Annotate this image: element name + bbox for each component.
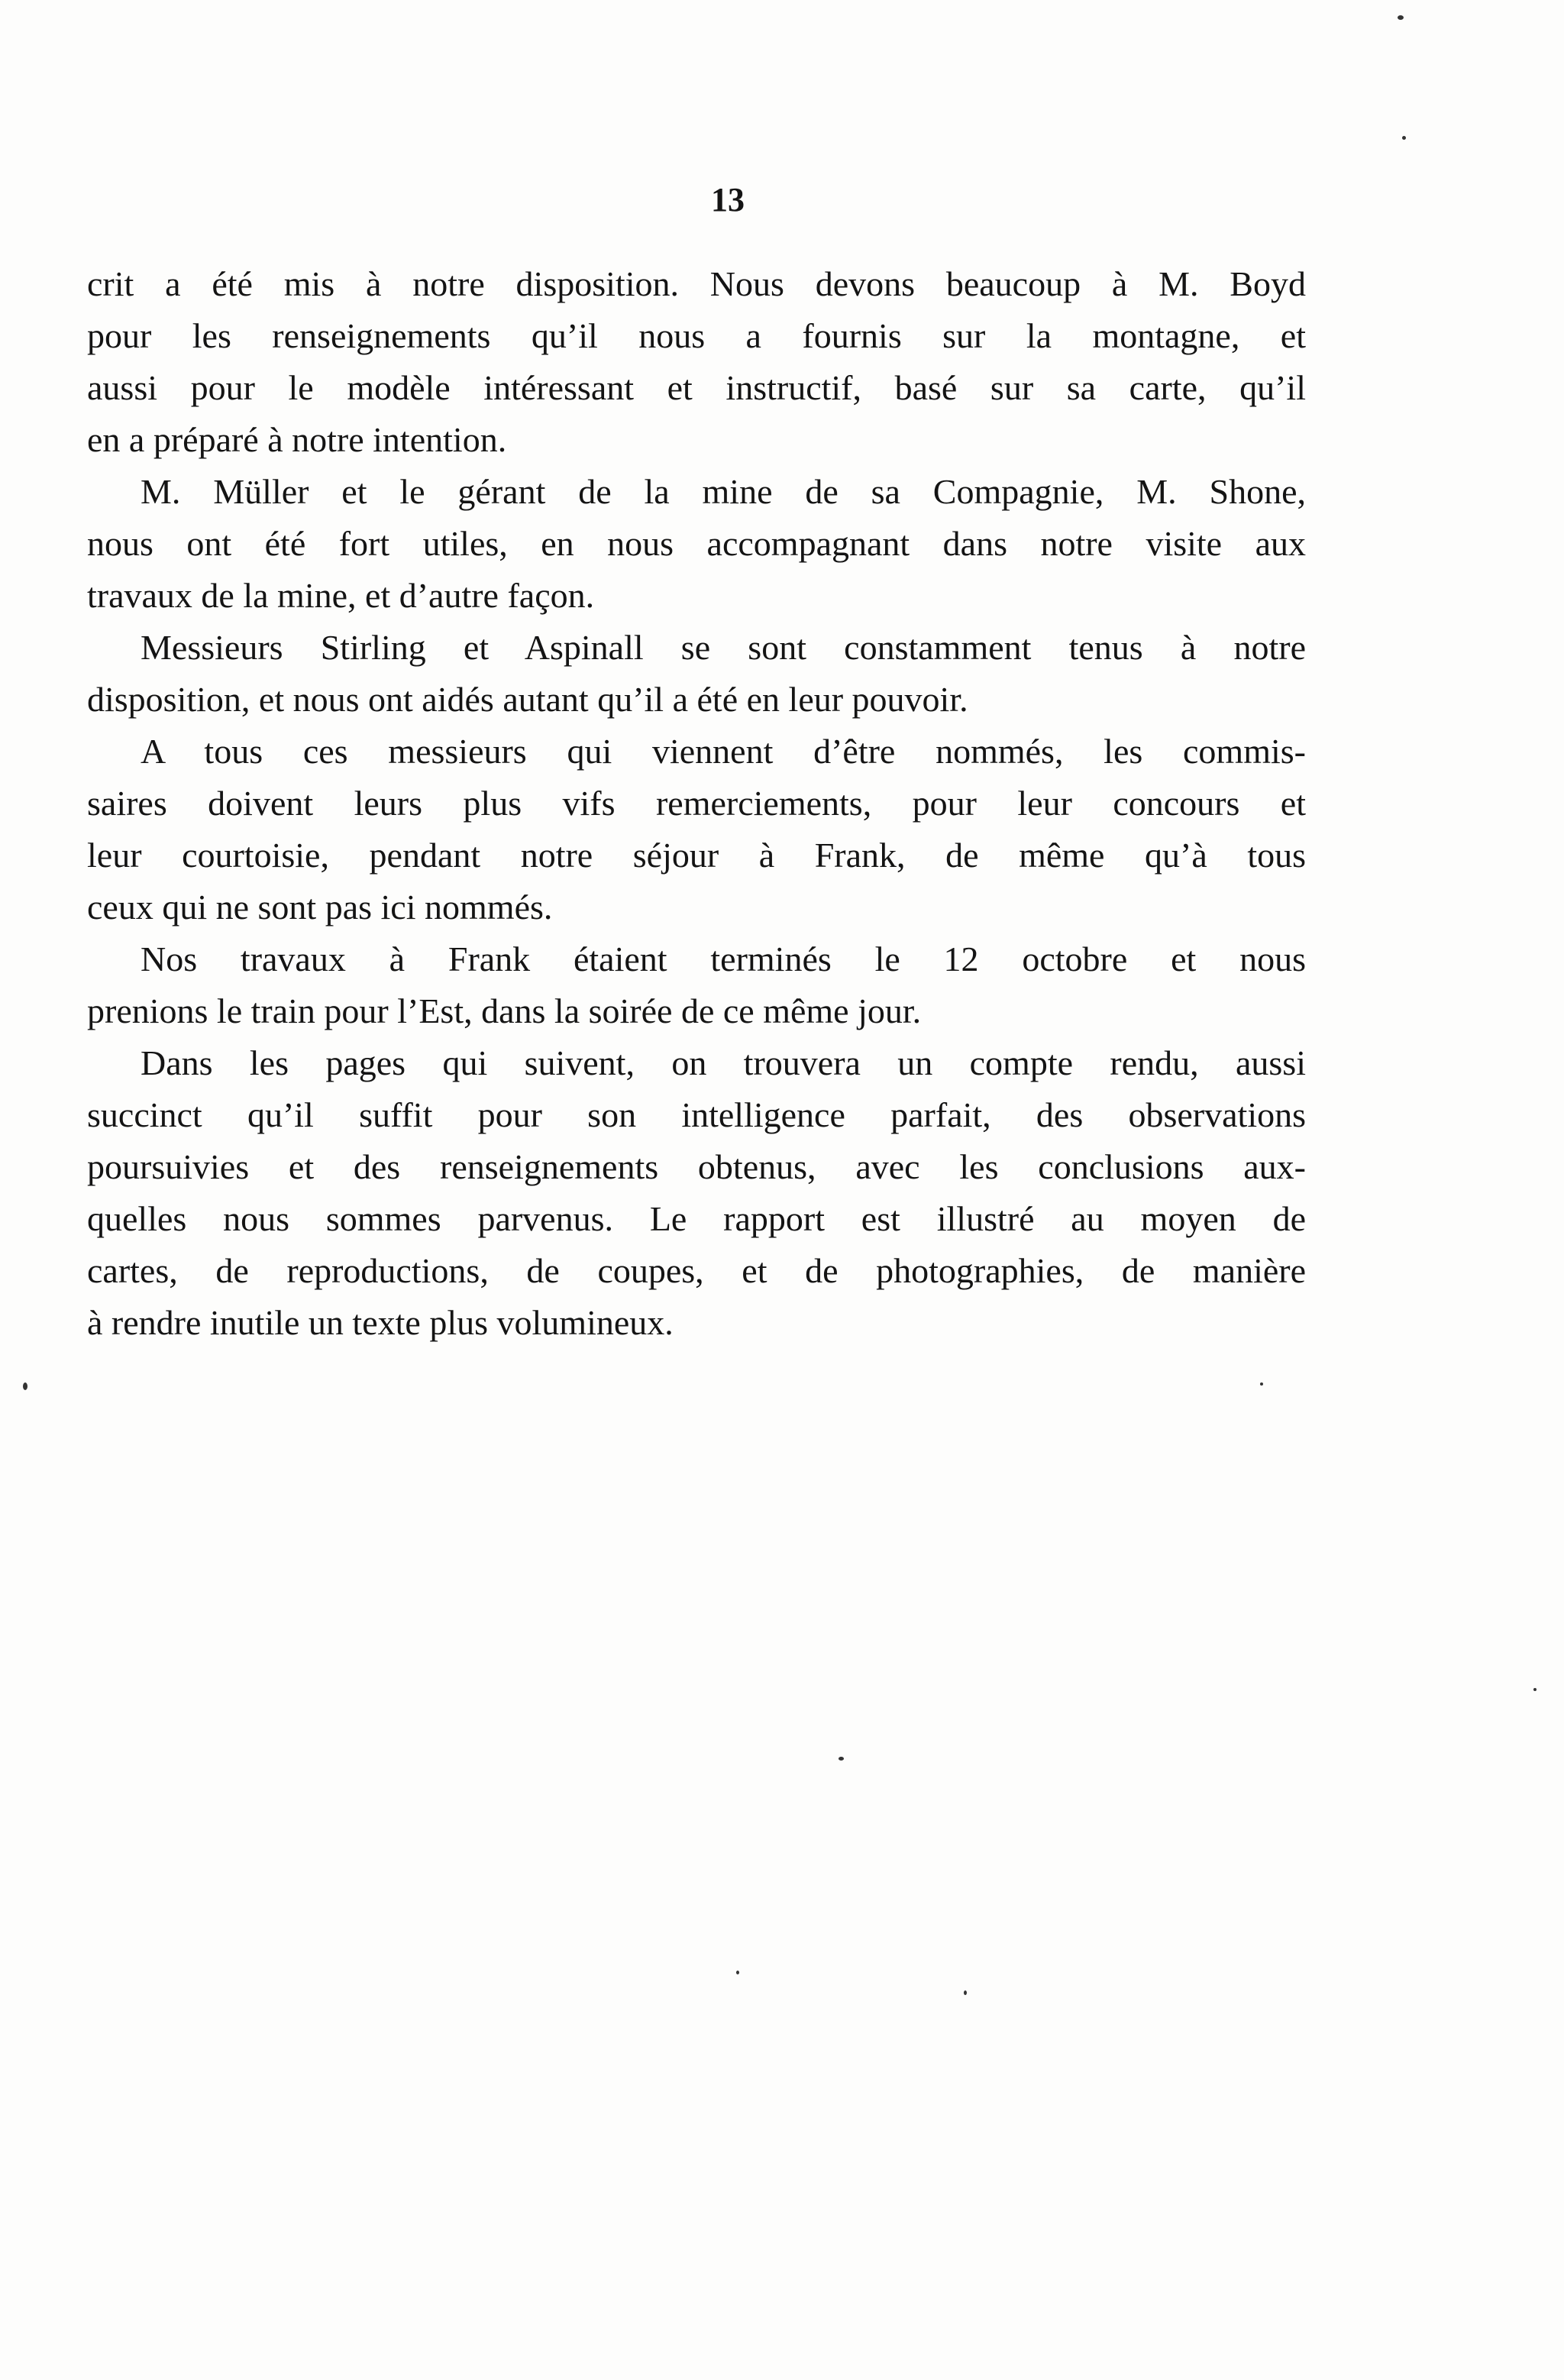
text-line: disposition, et nous ont aidés autant qu’il a été en leur pouvoir.	[87, 680, 968, 719]
page-number: 13	[711, 181, 745, 218]
text-line: nous ont été fort utiles, en nous accompagnant dans notre visite aux	[87, 524, 1306, 563]
text-line: ceux qui ne sont pas ici nommés.	[87, 888, 553, 926]
text-line: succinct qu’il suffit pour son intelligence parfait, des observations	[87, 1095, 1306, 1134]
scan-speck	[1533, 1688, 1537, 1691]
text-line: crit a été mis à notre disposition. Nous devons beaucoup à M. Boyd	[87, 264, 1306, 303]
text-line: Dans les pages qui suivent, on trouvera un compte rendu, aussi	[141, 1043, 1306, 1082]
scan-speck	[839, 1757, 844, 1761]
scan-speck	[1260, 1382, 1263, 1386]
text-line: travaux de la mine, et d’autre façon.	[87, 576, 595, 615]
text-line: saires doivent leurs plus vifs remerciements, pour leur concours et	[87, 784, 1306, 823]
text-line: leur courtoisie, pendant notre séjour à Frank, de même qu’à tous	[87, 836, 1306, 875]
text-line: M. Müller et le gérant de la mine de sa Compagnie, M. Shone,	[141, 472, 1306, 511]
text-line: aussi pour le modèle intéressant et instructif, basé sur sa carte, qu’il	[87, 368, 1306, 407]
text-line: prenions le train pour l’Est, dans la soirée de ce même jour.	[87, 991, 922, 1030]
scan-speck	[23, 1382, 27, 1390]
text-line: A tous ces messieurs qui viennent d’être nommés, les commis-	[141, 732, 1306, 771]
scan-speck	[1398, 15, 1404, 20]
text-line: pour les renseignements qu’il nous a fournis sur la montagne, et	[87, 316, 1306, 355]
text-line: quelles nous sommes parvenus. Le rapport est illustré au moyen de	[87, 1199, 1306, 1238]
scan-speck	[964, 1990, 967, 1995]
body-text	[87, 258, 1306, 1349]
text-line: en a préparé à notre intention.	[87, 420, 507, 459]
text-line: poursuivies et des renseignements obtenus, avec les conclusions aux-	[87, 1147, 1306, 1186]
text-line: Messieurs Stirling et Aspinall se sont constamment tenus à notre	[141, 628, 1306, 667]
scan-speck	[1402, 136, 1406, 140]
text-line: cartes, de reproductions, de coupes, et de photographies, de manière	[87, 1251, 1306, 1290]
text-line: Nos travaux à Frank étaient terminés le 12 octobre et nous	[141, 939, 1306, 978]
scan-speck	[736, 1971, 739, 1974]
text-line: à rendre inutile un texte plus volumineux.	[87, 1303, 674, 1342]
